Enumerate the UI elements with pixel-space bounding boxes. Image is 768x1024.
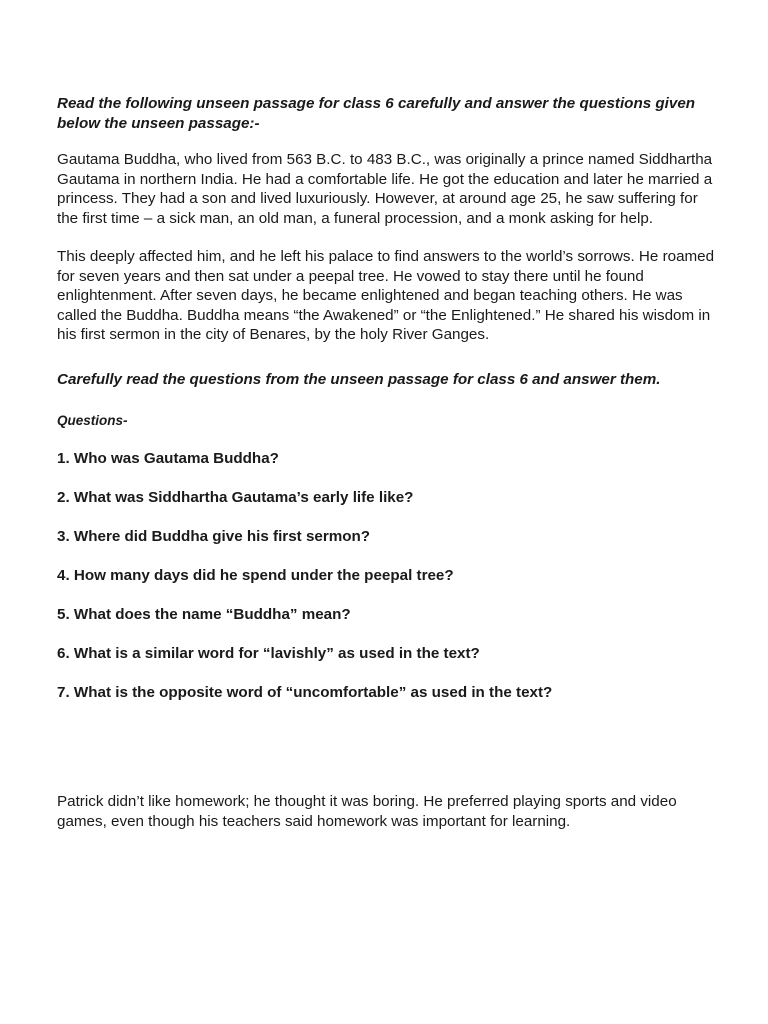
- question-instruction: Carefully read the questions from the unseen passage for class 6 and answer them.: [57, 370, 661, 388]
- passage-paragraph-2: This deeply affected him, and he left his palace to find answers to the world’s sorrows. He roamed for seven years and then sat under a peepal tree. He vowed to stay there until he found enlightenment. After seven days, he became enlightened and began teaching others. He was called the Buddha. Buddha means “the Awakened” or “the Enlightened.” He shared his wisdom in his first sermon in the city of Benares, by the holy River Ganges.: [57, 248, 715, 343]
- question-3: 3. Where did Buddha give his first sermon?: [57, 528, 371, 545]
- question-5: 5. What does the name “Buddha” mean?: [57, 606, 351, 623]
- questions-heading: Questions-: [57, 413, 128, 428]
- next-passage-paragraph: Patrick didn’t like homework; he thought it was boring. He preferred playing sports and video games, even though his teachers said homework was important for learning.: [57, 793, 677, 830]
- question-4: 4. How many days did he spend under the peepal tree?: [57, 567, 454, 584]
- questions-list: [57, 449, 722, 702]
- question-2: 2. What was Siddhartha Gautama’s early life like?: [57, 489, 414, 506]
- question-7: 7. What is the opposite word of “uncomfortable” as used in the text?: [57, 684, 553, 701]
- question-1: 1. Who was Gautama Buddha?: [57, 450, 279, 467]
- passage-paragraph-1: Gautama Buddha, who lived from 563 B.C. to 483 B.C., was originally a prince named Siddhartha Gautama in northern India. He had a comfortable life. He got the education and later he married a princess. They had a son and lived luxuriously. However, at around age 25, he saw suffering for the first time – a sick man, an old man, a funeral procession, and a monk asking for help.: [57, 151, 713, 227]
- document-page: [57, 94, 722, 831]
- question-6: 6. What is a similar word for “lavishly” as used in the text?: [57, 645, 480, 662]
- intro-instruction: Read the following unseen passage for class 6 carefully and answer the questions given below the unseen passage:-: [57, 95, 696, 132]
